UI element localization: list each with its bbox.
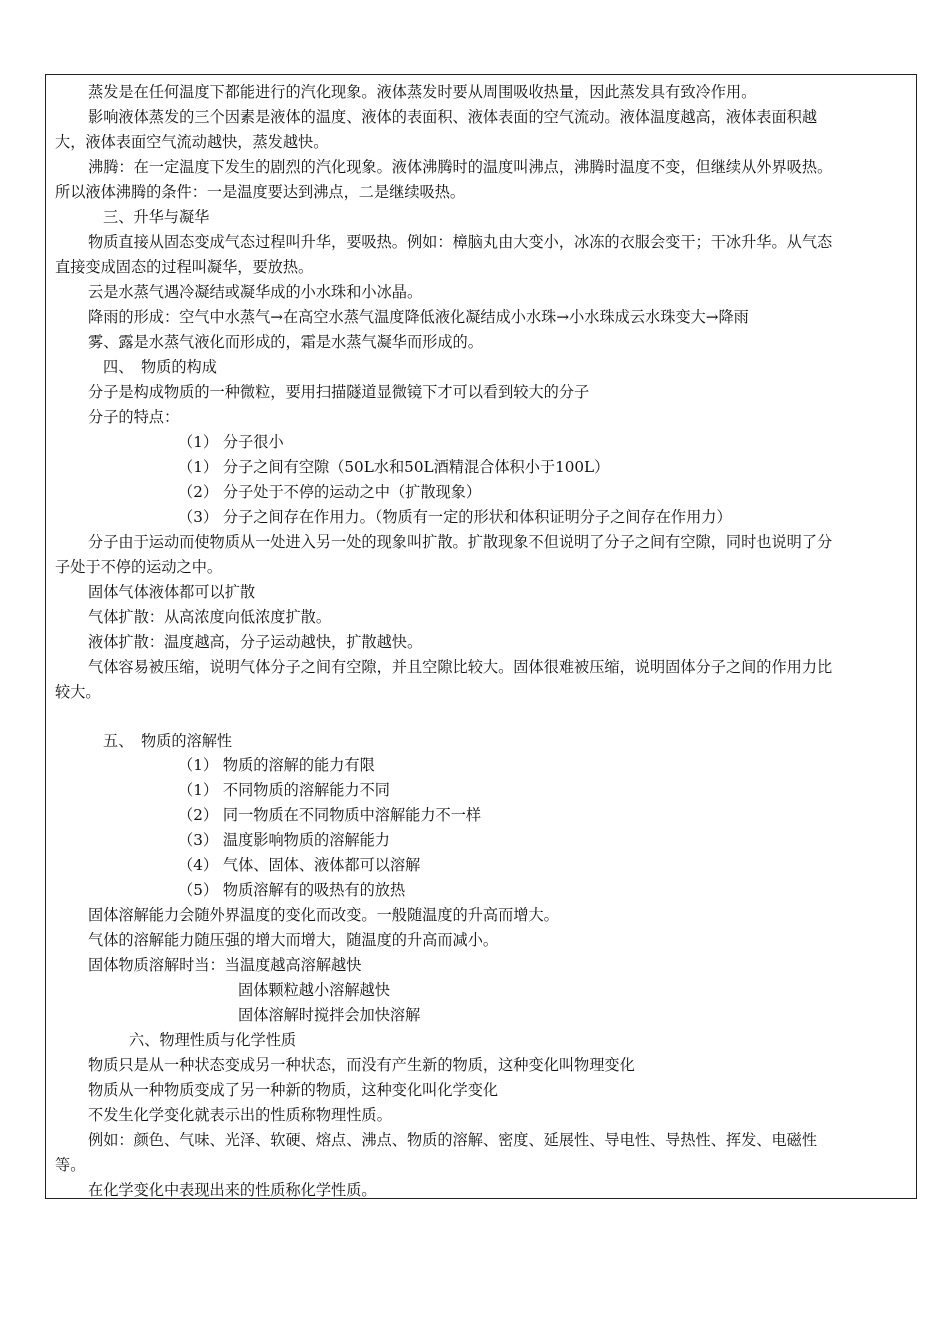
- boiling-paragraph: 沸腾：在一定温度下发生的剧烈的汽化现象。液体沸腾时的温度叫沸点，沸腾时温度不变，但继续从外界吸热。: [88, 158, 833, 176]
- chemical-change-paragraph: 物质从一种物质变成了另一种新的物质，这种变化叫化学变化: [88, 1081, 499, 1099]
- compression-paragraph-cont: 较大。: [55, 683, 101, 701]
- list-item: （1） 分子很小: [178, 433, 284, 451]
- list-item: （5） 物质溶解有的吸热有的放热: [178, 881, 406, 899]
- evaporation-factors-paragraph-cont: 大，液体表面空气流动越快，蒸发越快。: [55, 133, 329, 151]
- section-heading-sublimation: 三、升华与凝华: [103, 208, 210, 226]
- physical-change-paragraph: 物质只是从一种状态变成另一种状态，而没有产生新的物质，这种变化叫物理变化: [88, 1056, 635, 1074]
- diffusion-paragraph-cont: 子处于不停的运动之中。: [55, 558, 223, 576]
- physical-property-paragraph: 不发生化学变化就表示出的性质称物理性质。: [88, 1106, 392, 1124]
- list-item: （1） 不同物质的溶解能力不同: [178, 781, 390, 799]
- section-heading-properties: 六、物理性质与化学性质: [129, 1031, 297, 1049]
- rain-paragraph: 降雨的形成：空气中水蒸气→在高空水蒸气温度降低液化凝结成小水珠→小水珠成云水珠变大→降雨: [88, 308, 749, 326]
- list-item: （3） 分子之间存在作用力。（物质有一定的形状和体积证明分子之间存在作用力）: [178, 508, 732, 526]
- sublimation-paragraph-cont: 直接变成固态的过程叫凝华，要放热。: [55, 258, 314, 276]
- dissolving-conditions-paragraph: 固体物质溶解时当：当温度越高溶解越快: [88, 956, 362, 974]
- diffusion-states-paragraph: 固体气体液体都可以扩散: [88, 583, 256, 601]
- list-item: （1） 物质的溶解的能力有限: [178, 756, 375, 774]
- examples-paragraph: 例如：颜色、气味、光泽、软硬、熔点、沸点、物质的溶解、密度、延展性、导电性、导热性、挥发、电磁性: [88, 1131, 817, 1149]
- list-item: （4） 气体、固体、液体都可以溶解: [178, 856, 421, 874]
- compression-paragraph: 气体容易被压缩，说明气体分子之间有空隙，并且空隙比较大。固体很难被压缩，说明固体分子之间的作用力比: [88, 658, 833, 676]
- cloud-paragraph: 云是水蒸气遇冷凝结或凝华成的小水珠和小冰晶。: [88, 283, 423, 301]
- list-item: （2） 分子处于不停的运动之中（扩散现象）: [178, 483, 482, 501]
- sublimation-paragraph: 物质直接从固态变成气态过程叫升华，要吸热。例如：樟脑丸由大变小，冰冻的衣服会变干；干冰升华。从气态: [88, 233, 833, 251]
- examples-paragraph-cont: 等。: [55, 1156, 86, 1174]
- solid-solubility-paragraph: 固体溶解能力会随外界温度的变化而改变。一般随温度的升高而增大。: [88, 906, 559, 924]
- section-heading-solubility: 五、 物质的溶解性: [103, 732, 233, 750]
- fog-dew-paragraph: 雾、露是水蒸气液化而形成的，霜是水蒸气凝华而形成的。: [88, 333, 483, 351]
- chemical-property-paragraph: 在化学变化中表现出来的性质称化学性质。: [88, 1181, 377, 1199]
- dissolving-condition-item: 固体溶解时搅拌会加快溶解: [238, 1006, 421, 1024]
- liquid-diffusion-paragraph: 液体扩散：温度越高，分子运动越快，扩散越快。: [88, 633, 423, 651]
- gas-solubility-paragraph: 气体的溶解能力随压强的增大而增大，随温度的升高而减小。: [88, 931, 499, 949]
- evaporation-paragraph: 蒸发是在任何温度下都能进行的汽化现象。液体蒸发时要从周围吸收热量，因此蒸发具有致冷作用。: [88, 83, 757, 101]
- section-heading-structure: 四、 物质的构成: [103, 358, 217, 376]
- dissolving-condition-item: 固体颗粒越小溶解越快: [238, 981, 390, 999]
- molecule-paragraph: 分子是构成物质的一种微粒，要用扫描隧道显微镜下才可以看到较大的分子: [88, 383, 590, 401]
- list-item: （2） 同一物质在不同物质中溶解能力不一样: [178, 806, 482, 824]
- evaporation-factors-paragraph: 影响液体蒸发的三个因素是液体的温度、液体的表面积、液体表面的空气流动。液体温度越高，液体表面积越: [88, 108, 817, 126]
- diffusion-paragraph: 分子由于运动而使物质从一处进入另一处的现象叫扩散。扩散现象不但说明了分子之间有空隙，同时也说明了分: [88, 533, 833, 551]
- gas-diffusion-paragraph: 气体扩散：从高浓度向低浓度扩散。: [88, 608, 331, 626]
- molecule-features-label: 分子的特点：: [88, 408, 180, 426]
- boiling-paragraph-cont: 所以液体沸腾的条件：一是温度要达到沸点，二是继续吸热。: [55, 183, 466, 201]
- list-item: （1） 分子之间有空隙（50L水和50L酒精混合体积小于100L）: [178, 458, 610, 476]
- list-item: （3） 温度影响物质的溶解能力: [178, 831, 390, 849]
